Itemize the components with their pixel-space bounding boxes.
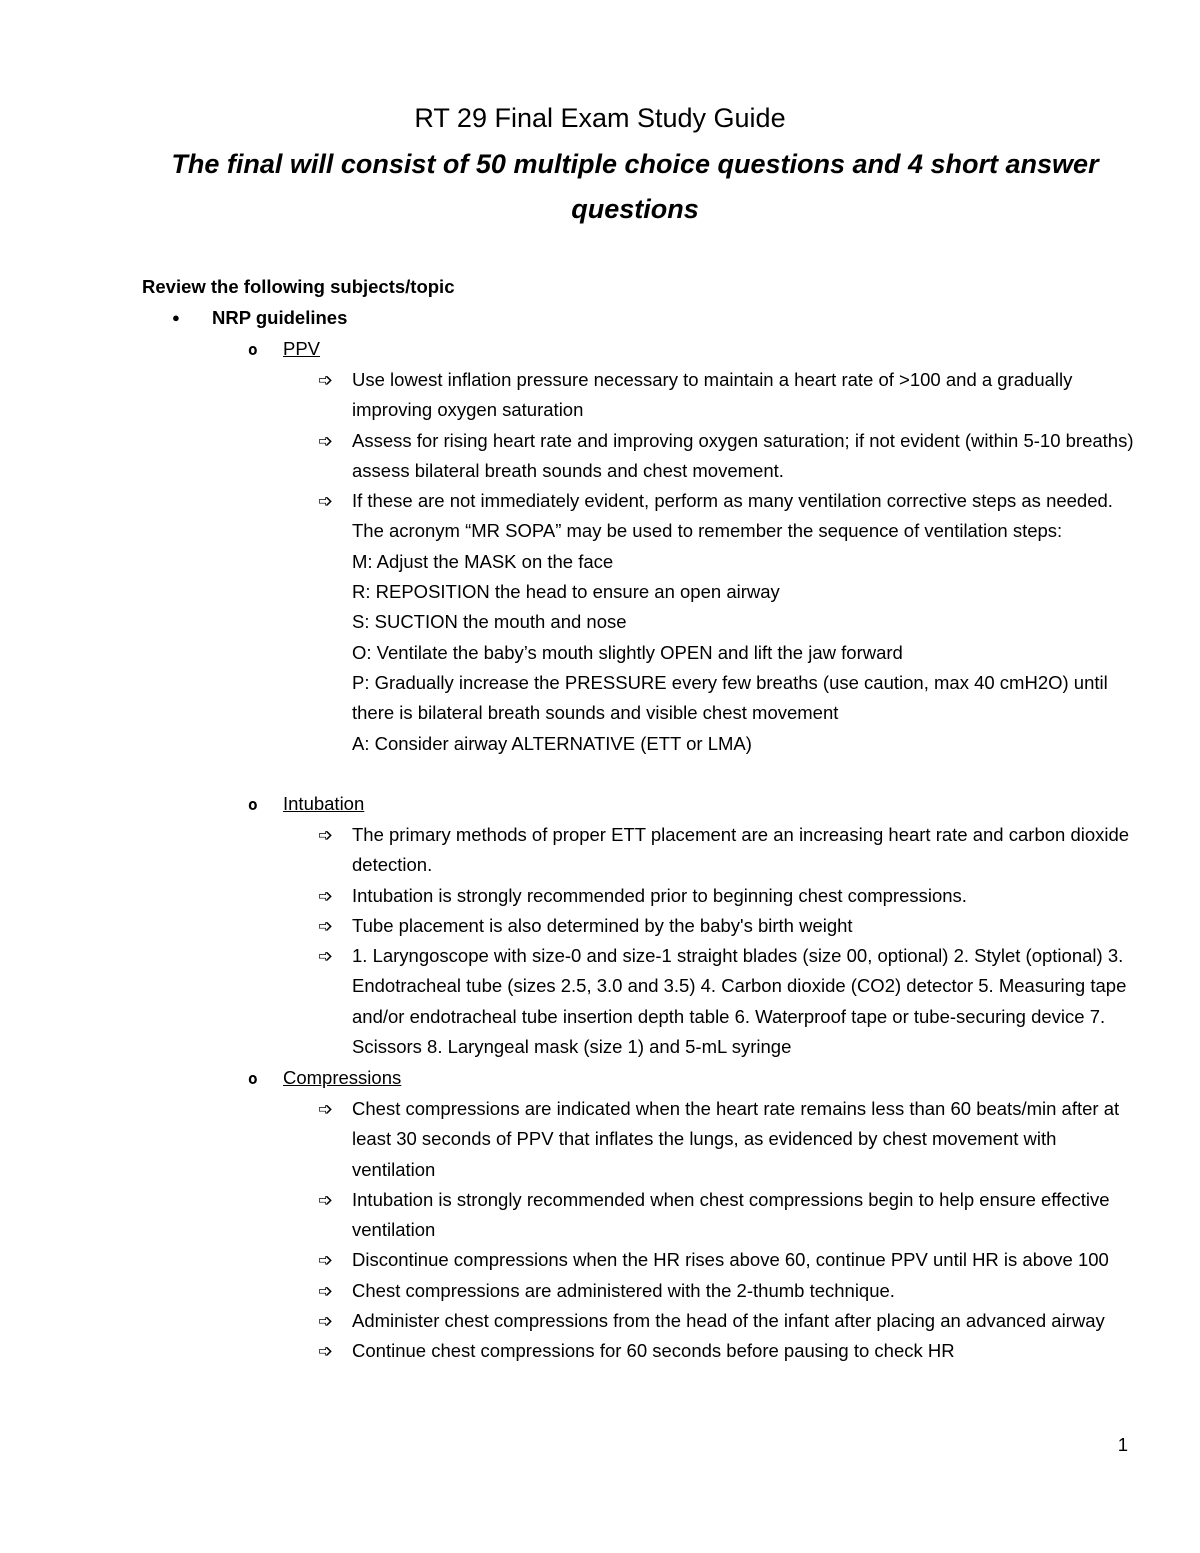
page-subtitle: The final will consist of 50 multiple choice questions and 4 short answer questions <box>171 149 1099 224</box>
arrow-icon: ➩ <box>318 1250 334 1271</box>
list-item <box>318 486 1138 759</box>
list-item-text: Intubation is strongly recommended when chest compressions begin to help ensure effective ventilation <box>352 1188 1110 1241</box>
list-item <box>318 1245 1138 1275</box>
list-item-text: 1. Laryngoscope with size-0 and size-1 straight blades (size 00, optional) 2. Stylet (optional) 3. Endotracheal tube (sizes 2.5, 3.0 and 3.5) 4. Carbon dioxide (CO2) detector 5. Measuring tape and/or endotracheal tube insertion depth table 6. Waterproof tape or tube-securing device 7. Scissors 8. Laryngeal mask (size 1) and 5-mL syringe <box>352 945 1127 1058</box>
mrsopa-step: O: Ventilate the baby’s mouth slightly OPEN and lift the jaw forward <box>352 641 903 663</box>
list-item-text: Tube placement is also determined by the baby's birth weight <box>352 914 853 936</box>
arrow-icon: ➩ <box>318 1189 334 1210</box>
list-item-text: If these are not immediately evident, perform as many ventilation corrective steps as needed. The acronym “MR SOPA” may be used to remember the sequence of ventilation steps: <box>352 490 1113 542</box>
list-item <box>318 1185 1138 1246</box>
list-item-text: Use lowest inflation pressure necessary to maintain a heart rate of >100 and a gradually improving oxygen saturation <box>352 369 1073 421</box>
topic-label: NRP guidelines <box>212 307 348 328</box>
list-item-text: Assess for rising heart rate and improving oxygen saturation; if not evident (within 5-10 breaths) assess bilateral breath sounds and chest movement. <box>352 429 1134 481</box>
bullet-icon: ● <box>172 310 180 325</box>
list-item <box>318 820 1138 881</box>
list-item <box>318 1094 1138 1185</box>
list-item <box>318 881 1138 911</box>
mrsopa-step: R: REPOSITION the head to ensure an open airway <box>352 581 780 603</box>
section-title: Compressions <box>283 1067 402 1088</box>
list-item <box>318 426 1138 487</box>
section-items-intubation <box>318 820 1138 1062</box>
mrsopa-step: M: Adjust the MASK on the face <box>352 550 614 572</box>
list-item-text: The primary methods of proper ETT placement are an increasing heart rate and carbon dioxide detection. <box>352 824 1130 876</box>
section-heading-ppv <box>248 334 320 365</box>
list-item <box>318 941 1138 1062</box>
section-items-ppv <box>318 365 1138 759</box>
list-item-text: Chest compressions are indicated when the heart rate remains less than 60 beats/min after at least 30 seconds of PPV that inflates the lungs, as evidenced by chest movement with ventilation <box>352 1098 1120 1180</box>
arrow-icon: ➩ <box>318 1280 334 1301</box>
section-heading-intubation <box>248 789 364 820</box>
list-item <box>318 1306 1138 1336</box>
list-item-text: Discontinue compressions when the HR rises above 60, continue PPV until HR is above 100 <box>352 1249 1109 1271</box>
section-items-compressions <box>318 1094 1138 1367</box>
arrow-icon: ➩ <box>318 1311 334 1332</box>
arrow-icon: ➩ <box>318 1099 334 1119</box>
section-marker-icon: o <box>248 1069 258 1088</box>
page-number: 1 <box>1117 1434 1128 1455</box>
section-marker-icon: o <box>248 795 258 814</box>
list-item-text: Administer chest compressions from the head of the infant after placing an advanced airway <box>352 1310 1105 1332</box>
arrow-icon: ➩ <box>318 491 334 512</box>
list-item-text: Chest compressions are administered with the 2-thumb technique. <box>352 1279 895 1301</box>
mrsopa-step: P: Gradually increase the PRESSURE every few breaths (use caution, max 40 cmH2O) until there is bilateral breath sounds and visible chest movement <box>352 671 1108 724</box>
arrow-icon: ➩ <box>318 885 334 906</box>
list-item <box>318 365 1138 426</box>
mrsopa-step: S: SUCTION the mouth and nose <box>352 611 627 633</box>
page-title: RT 29 Final Exam Study Guide <box>414 103 786 133</box>
arrow-icon: ➩ <box>318 370 334 390</box>
list-item-text: Intubation is strongly recommended prior to beginning chest compressions. <box>352 884 967 906</box>
topic-item <box>172 303 347 333</box>
mrsopa-step: A: Consider airway ALTERNATIVE (ETT or LMA) <box>352 732 752 754</box>
arrow-icon: ➩ <box>318 915 334 936</box>
arrow-icon: ➩ <box>318 1341 334 1362</box>
review-heading: Review the following subjects/topic <box>142 276 455 297</box>
list-item <box>318 1276 1138 1306</box>
section-title: Intubation <box>283 793 365 814</box>
list-item-text: Continue chest compressions for 60 seconds before pausing to check HR <box>352 1340 955 1362</box>
arrow-icon: ➩ <box>318 946 334 967</box>
list-item <box>318 1336 1138 1366</box>
arrow-icon: ➩ <box>318 430 334 451</box>
section-marker-icon: o <box>248 340 258 359</box>
section-title: PPV <box>283 338 321 359</box>
arrow-icon: ➩ <box>318 825 334 845</box>
list-item <box>318 911 1138 941</box>
section-heading-compressions <box>248 1063 401 1094</box>
